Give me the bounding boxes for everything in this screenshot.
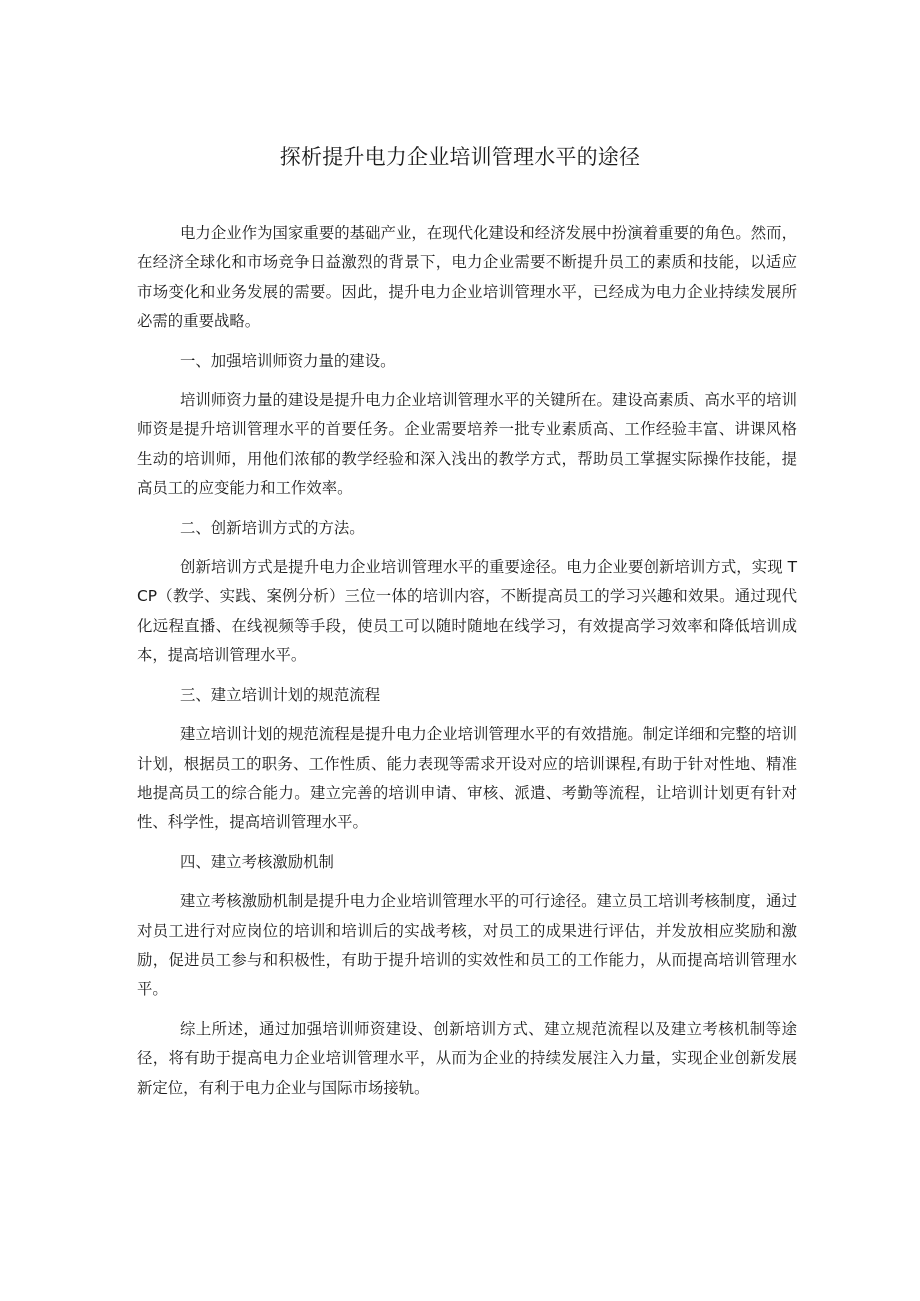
section-4-paragraph: 建立考核激励机制是提升电力企业培训管理水平的可行途径。建立员工培训考核制度，通过对员工进行对应岗位的培训和培训后的实战考核，对员工的成果进行评估，并发放相应奖励和激励，促进员工参与和积极性，有助于提升培训的实效性和员工的工作能力，从而提高培训管理水平。 bbox=[137, 892, 797, 999]
section-heading-2: 二、创新培训方式的方法。 bbox=[180, 518, 365, 537]
section-heading-1: 一、加强培训师资力量的建设。 bbox=[180, 351, 396, 370]
document-body bbox=[137, 219, 797, 1113]
section-3-paragraph: 建立培训计划的规范流程是提升电力企业培训管理水平的有效措施。制定详细和完整的培训计划，根据员工的职务、工作性质、能力表现等需求开设对应的培训课程,有助于针对性地、精准地提高员工的综合能力。建立完善的培训申请、审核、派遣、考勤等流程，让培训计划更有针对性、科学性，提高培训管理水平。 bbox=[137, 725, 797, 832]
section-heading-3: 三、建立培训计划的规范流程 bbox=[180, 685, 381, 704]
section-2-paragraph: 创新培训方式是提升电力企业培训管理水平的重要途径。电力企业要创新培训方式，实现 TCP（教学、实践、案例分析）三位一体的培训内容，不断提高员工的学习兴趣和效果。通过现代化远程直播、在线视频等手段，使员工可以随时随地在线学习，有效提高学习效率和降低培训成本，提高培训管理水平。 bbox=[137, 558, 797, 665]
section-1-paragraph: 培训师资力量的建设是提升电力企业培训管理水平的关键所在。建设高素质、高水平的培训师资是提升培训管理水平的首要任务。企业需要培养一批专业素质高、工作经验丰富、讲课风格生动的培训师，用他们浓郁的教学经验和深入浅出的教学方式，帮助员工掌握实际操作技能，提高员工的应变能力和工作效率。 bbox=[137, 391, 797, 498]
document-title: 探析提升电力企业培训管理水平的途径 bbox=[279, 145, 641, 169]
intro-paragraph: 电力企业作为国家重要的基础产业，在现代化建设和经济发展中扮演着重要的角色。然而，在经济全球化和市场竞争日益激烈的背景下，电力企业需要不断提升员工的素质和技能，以适应市场变化和业务发展的需要。因此，提升电力企业培训管理水平，已经成为电力企业持续发展所必需的重要战略。 bbox=[137, 224, 797, 331]
conclusion-paragraph: 综上所述，通过加强培训师资建设、创新培训方式、建立规范流程以及建立考核机制等途径，将有助于提高电力企业培训管理水平，从而为企业的持续发展注入力量，实现企业创新发展新定位，有利于电力企业与国际市场接轨。 bbox=[137, 1019, 797, 1097]
section-heading-4: 四、建立考核激励机制 bbox=[180, 852, 334, 871]
